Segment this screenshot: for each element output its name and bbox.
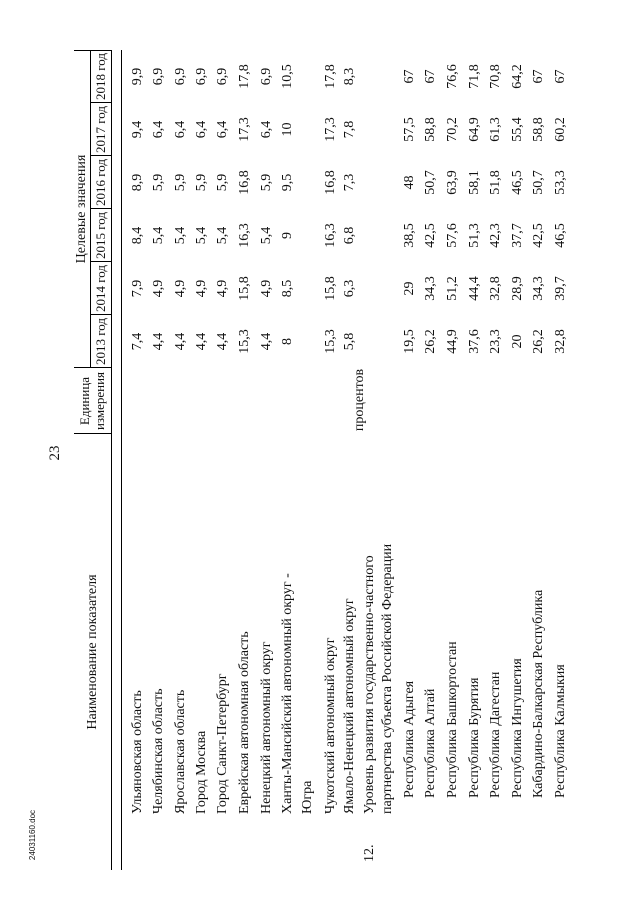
cell-value: 5,9 xyxy=(259,173,274,192)
column-header-year: 2015 год xyxy=(93,212,108,259)
cell-value: 8 xyxy=(280,338,295,345)
cell-value: 67 xyxy=(402,69,417,84)
cell-value: 7,9 xyxy=(130,279,145,298)
table-row xyxy=(233,50,257,870)
cell-value: 57,5 xyxy=(402,117,417,142)
cell-value: 5,4 xyxy=(151,226,166,245)
document-footer: 24031160.doc xyxy=(28,809,37,861)
cell-value: 34,3 xyxy=(531,276,546,301)
cell-value: 6,4 xyxy=(259,120,274,139)
cell-value: 8,3 xyxy=(342,67,357,86)
cell-value: 6,8 xyxy=(342,226,357,245)
row-name: Югра xyxy=(300,780,315,814)
cell-value: 37,6 xyxy=(467,329,482,354)
cell-value: 16,3 xyxy=(323,223,338,248)
column-group-target-values: Целевые значения xyxy=(74,154,89,264)
cell-value: 32,8 xyxy=(553,329,568,354)
cell-value: 5,9 xyxy=(173,173,188,192)
row-name: Ярославская область xyxy=(173,689,188,814)
cell-value: 6,9 xyxy=(194,67,209,86)
cell-value: 17,8 xyxy=(323,64,338,89)
cell-value: 42,5 xyxy=(423,223,438,248)
cell-value: 5,9 xyxy=(151,173,166,192)
column-header-year: 2013 год xyxy=(93,318,108,365)
cell-value: 60,2 xyxy=(553,117,568,142)
cell-value: 58,8 xyxy=(531,117,546,142)
cell-value: 48 xyxy=(402,175,417,190)
table-row xyxy=(147,50,171,870)
cell-value: 4,4 xyxy=(173,332,188,351)
cell-value: 23,3 xyxy=(488,329,503,354)
cell-value: 19,5 xyxy=(402,329,417,354)
cell-value: 64,2 xyxy=(510,64,525,89)
row-name: Республика Калмыкия xyxy=(553,664,568,798)
table-row xyxy=(441,50,465,870)
cell-value: 6,9 xyxy=(215,67,230,86)
cell-value: 4,4 xyxy=(259,332,274,351)
cell-value: 58,1 xyxy=(467,170,482,195)
row-unit: процентов xyxy=(352,368,367,432)
cell-value: 5,9 xyxy=(194,173,209,192)
row-name: Ханты-Мансийский автономный округ - xyxy=(280,573,295,814)
row-name: Еврейская автономная область xyxy=(237,631,252,814)
cell-value: 70,2 xyxy=(445,117,460,142)
unit-header-line: измерения xyxy=(92,371,107,431)
table-row xyxy=(211,50,235,870)
row-name: Республика Алтай xyxy=(423,688,438,798)
cell-value: 4,4 xyxy=(151,332,166,351)
row-name: Республика Башкортостан xyxy=(445,641,460,798)
cell-value: 17,3 xyxy=(237,117,252,142)
cell-value: 5,4 xyxy=(215,226,230,245)
cell-value: 4,9 xyxy=(151,279,166,298)
cell-value: 64,9 xyxy=(467,117,482,142)
cell-value: 4,9 xyxy=(215,279,230,298)
cell-value: 6,9 xyxy=(173,67,188,86)
cell-value: 61,3 xyxy=(488,117,503,142)
cell-value: 55,4 xyxy=(510,117,525,142)
cell-value: 9,4 xyxy=(130,120,145,139)
cell-value: 46,5 xyxy=(510,170,525,195)
cell-value: 57,6 xyxy=(445,223,460,248)
cell-value: 10 xyxy=(280,122,295,137)
cell-value: 26,2 xyxy=(423,329,438,354)
row-name: Ульяновская область xyxy=(130,690,145,814)
cell-value: 16,3 xyxy=(237,223,252,248)
row-name: Республика Бурятия xyxy=(467,677,482,798)
grid-line xyxy=(121,50,122,870)
cell-value: 5,4 xyxy=(173,226,188,245)
cell-value: 6,3 xyxy=(342,279,357,298)
row-name: Республика Адыгея xyxy=(402,680,417,798)
grid-line xyxy=(111,50,112,870)
cell-value: 67 xyxy=(553,69,568,84)
cell-value: 44,9 xyxy=(445,329,460,354)
cell-value: 8,4 xyxy=(130,226,145,245)
row-name: Республика Ингушетия xyxy=(510,658,525,798)
table-row xyxy=(549,50,573,870)
cell-value: 16,8 xyxy=(323,170,338,195)
column-header-year: 2018 год xyxy=(93,53,108,100)
cell-value: 50,7 xyxy=(423,170,438,195)
row-name: Республика Дагестан xyxy=(488,671,503,798)
row-name: партнерства субъекта Российской Федерации xyxy=(380,543,395,814)
cell-value: 15,3 xyxy=(323,329,338,354)
cell-value: 76,6 xyxy=(445,64,460,89)
column-header-year: 2016 год xyxy=(93,159,108,206)
column-header-year: 2017 год xyxy=(93,106,108,153)
cell-value: 9 xyxy=(280,232,295,239)
cell-value: 29 xyxy=(402,281,417,296)
indicator-table xyxy=(74,50,568,870)
cell-value: 6,9 xyxy=(151,67,166,86)
cell-value: 6,4 xyxy=(151,120,166,139)
cell-value: 8,9 xyxy=(130,173,145,192)
cell-value: 53,3 xyxy=(553,170,568,195)
row-name: Ямало-Ненецкий автономный округ xyxy=(342,598,357,814)
row-name: Челябинская область xyxy=(151,688,166,814)
cell-value: 6,4 xyxy=(173,120,188,139)
cell-value: 17,3 xyxy=(323,117,338,142)
page-number: 23 xyxy=(47,445,63,461)
cell-value: 46,5 xyxy=(553,223,568,248)
row-name: Ненецкий автономный округ xyxy=(259,641,274,814)
cell-value: 5,4 xyxy=(259,226,274,245)
cell-value: 38,5 xyxy=(402,223,417,248)
cell-value: 42,5 xyxy=(531,223,546,248)
cell-value: 51,8 xyxy=(488,170,503,195)
cell-value: 9,9 xyxy=(130,67,145,86)
column-header-unit xyxy=(74,368,111,434)
cell-value: 6,9 xyxy=(259,67,274,86)
cell-value: 58,8 xyxy=(423,117,438,142)
cell-value: 26,2 xyxy=(531,329,546,354)
cell-value: 5,8 xyxy=(342,332,357,351)
unit-header-line: Единица xyxy=(77,376,92,426)
cell-value: 28,9 xyxy=(510,276,525,301)
cell-value: 4,9 xyxy=(173,279,188,298)
cell-value: 15,8 xyxy=(323,276,338,301)
row-name: Город Санкт-Петербург xyxy=(215,673,230,814)
cell-value: 32,8 xyxy=(488,276,503,301)
column-header-year: 2014 год xyxy=(93,265,108,312)
cell-value: 44,4 xyxy=(467,276,482,301)
cell-value: 37,7 xyxy=(510,223,525,248)
cell-value: 16,8 xyxy=(237,170,252,195)
cell-value: 51,2 xyxy=(445,276,460,301)
cell-value: 7,8 xyxy=(342,120,357,139)
cell-value: 17,8 xyxy=(237,64,252,89)
row-name: Кабардино-Балкарская Республика xyxy=(531,589,546,798)
cell-value: 51,3 xyxy=(467,223,482,248)
row-name: Уровень развития государственно-частного xyxy=(362,555,377,814)
cell-value: 6,4 xyxy=(194,120,209,139)
table-row xyxy=(296,50,320,870)
cell-value: 7,3 xyxy=(342,173,357,192)
cell-value: 42,3 xyxy=(488,223,503,248)
cell-value: 50,7 xyxy=(531,170,546,195)
cell-value: 70,8 xyxy=(488,64,503,89)
cell-value: 7,4 xyxy=(130,332,145,351)
cell-value: 34,3 xyxy=(423,276,438,301)
cell-value: 4,9 xyxy=(194,279,209,298)
table-row xyxy=(484,50,508,870)
cell-value: 4,4 xyxy=(215,332,230,351)
row-name: Чукотский автономный округ xyxy=(323,637,338,814)
table-row xyxy=(419,50,443,870)
cell-value: 4,4 xyxy=(194,332,209,351)
cell-value: 4,9 xyxy=(259,279,274,298)
column-header-name: Наименование показателя xyxy=(84,574,100,730)
table-row xyxy=(527,50,551,870)
cell-value: 63,9 xyxy=(445,170,460,195)
cell-value: 67 xyxy=(531,69,546,84)
cell-value: 10,5 xyxy=(280,64,295,89)
cell-value: 6,4 xyxy=(215,120,230,139)
cell-value: 15,8 xyxy=(237,276,252,301)
cell-value: 15,3 xyxy=(237,329,252,354)
cell-value: 5,4 xyxy=(194,226,209,245)
cell-value: 71,8 xyxy=(467,64,482,89)
row-number: 12. xyxy=(362,844,377,862)
row-name: Город Москва xyxy=(194,730,209,814)
table-row xyxy=(376,50,400,870)
cell-value: 67 xyxy=(423,69,438,84)
cell-value: 8,5 xyxy=(280,279,295,298)
cell-value: 9,5 xyxy=(280,173,295,192)
cell-value: 39,7 xyxy=(553,276,568,301)
cell-value: 20 xyxy=(510,334,525,349)
cell-value: 5,9 xyxy=(215,173,230,192)
